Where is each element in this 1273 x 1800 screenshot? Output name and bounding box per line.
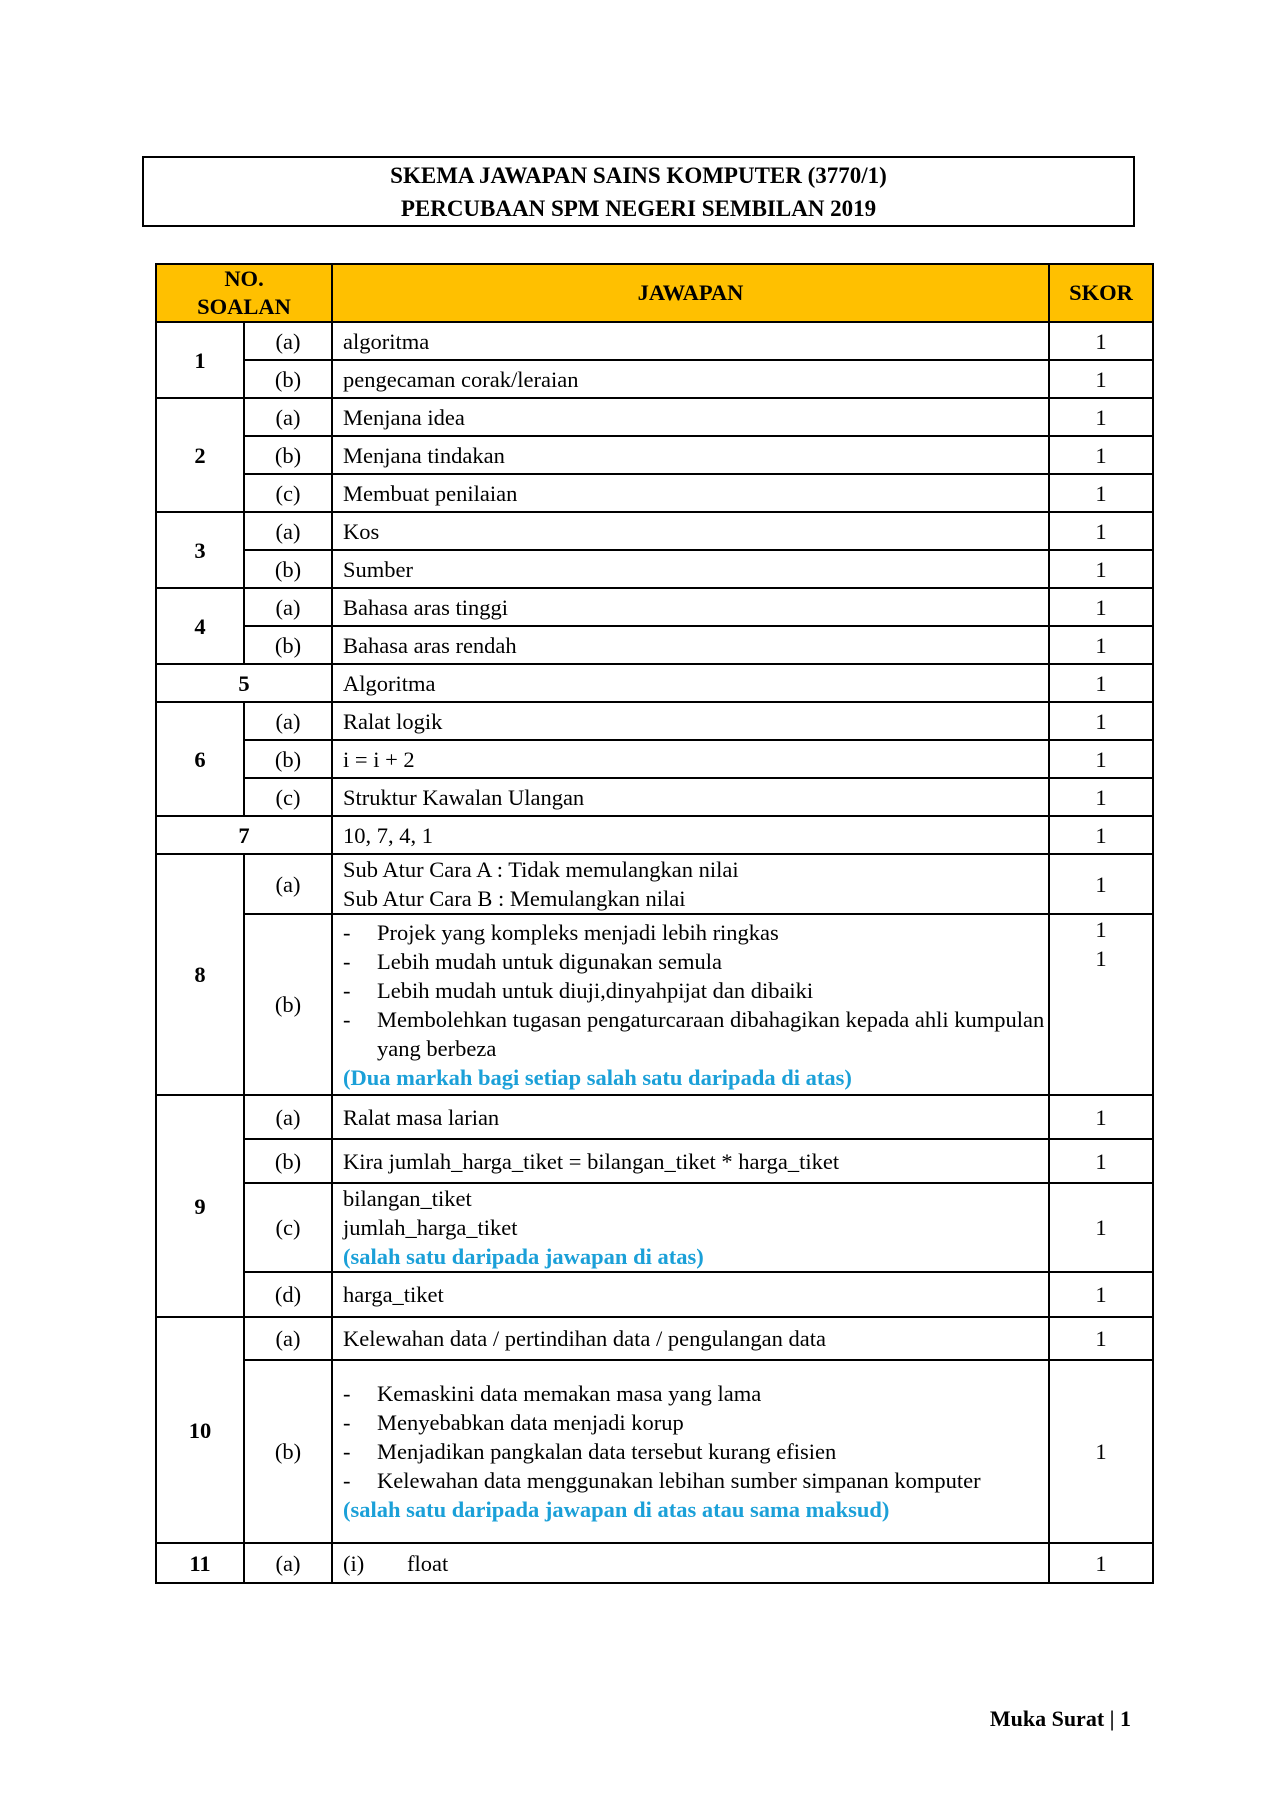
document-title-box	[142, 156, 1135, 227]
table-row	[156, 550, 1153, 588]
header-score: SKOR	[1049, 264, 1153, 322]
table-row	[156, 1317, 1153, 1360]
answer-cell: Menjana tindakan	[332, 436, 1049, 474]
table-row	[156, 474, 1153, 512]
sub-question: (a)	[244, 1095, 332, 1139]
score-cell: 1	[1049, 1095, 1153, 1139]
document-title-line1: SKEMA JAWAPAN SAINS KOMPUTER (3770/1)	[390, 162, 887, 188]
answer-cell: Kira jumlah_harga_tiket = bilangan_tiket * harga_tiket	[332, 1139, 1049, 1183]
answer-line: jumlah_harga_tiket	[343, 1215, 518, 1240]
sub-question: (b)	[244, 740, 332, 778]
score-cell: 1	[1049, 474, 1153, 512]
answer-cell: Ralat logik	[332, 702, 1049, 740]
question-number: 8	[156, 854, 244, 1095]
score-cell: 1	[1049, 854, 1153, 914]
table-row	[156, 436, 1153, 474]
score-cell: 1	[1049, 626, 1153, 664]
table-row	[156, 1139, 1153, 1183]
score-cell: 1	[1049, 778, 1153, 816]
sub-question: (b)	[244, 1139, 332, 1183]
score-cell: 1	[1049, 1183, 1153, 1272]
marking-note: (Dua markah bagi setiap salah satu daripada di atas)	[343, 1064, 852, 1090]
answer-cell: harga_tiket	[332, 1272, 1049, 1317]
table-row	[156, 512, 1153, 550]
answer-cell: Bahasa aras rendah	[332, 626, 1049, 664]
table-row	[156, 702, 1153, 740]
table-row	[156, 664, 1153, 702]
sub-question: (a)	[244, 702, 332, 740]
table-row	[156, 360, 1153, 398]
list-item: - Menjadikan pangkalan data tersebut kurang efisien	[343, 1439, 837, 1464]
roman-numeral: (i)	[343, 1550, 365, 1576]
marking-note: (salah satu daripada jawapan di atas)	[343, 1244, 704, 1269]
score-cell: 1	[1049, 664, 1153, 702]
score-cell: 1	[1049, 436, 1153, 474]
marking-note: (salah satu daripada jawapan di atas atau sama maksud)	[343, 1497, 890, 1522]
sub-question: (a)	[244, 854, 332, 914]
score-cell: 1	[1049, 816, 1153, 854]
question-number: 4	[156, 588, 244, 664]
sub-question: (a)	[244, 1543, 332, 1583]
table-row	[156, 1543, 1153, 1583]
score-cell: 1	[1049, 1272, 1153, 1317]
answer-scheme-table	[155, 263, 1154, 1584]
answer-cell: i = i + 2	[332, 740, 1049, 778]
table-row	[156, 1272, 1153, 1317]
answer-line: bilangan_tiket	[343, 1186, 472, 1211]
answer-cell: (i) float	[332, 1543, 1049, 1583]
sub-question: (b)	[244, 436, 332, 474]
answer-cell: Sumber	[332, 550, 1049, 588]
sub-question: (b)	[244, 1360, 332, 1543]
answer-cell: algoritma	[332, 322, 1049, 360]
answer-line: Sub Atur Cara B : Memulangkan nilai	[343, 886, 686, 911]
list-item: - Projek yang kompleks menjadi lebih ringkas	[343, 919, 779, 945]
table-row	[156, 914, 1153, 1095]
question-number: 3	[156, 512, 244, 588]
sub-question: (a)	[244, 398, 332, 436]
score-cell: 1	[1049, 1543, 1153, 1583]
answer-cell	[332, 1183, 1049, 1272]
question-number: 10	[156, 1317, 244, 1543]
score-cell: 1	[1049, 1360, 1153, 1543]
answer-cell: Ralat masa larian	[332, 1095, 1049, 1139]
sub-question: (c)	[244, 474, 332, 512]
score-cell: 1 1	[1049, 914, 1153, 1095]
answer-cell: Kelewahan data / pertindihan data / pengulangan data	[332, 1317, 1049, 1360]
answer-cell: Menjana idea	[332, 398, 1049, 436]
list-item: - Membolehkan tugasan pengaturcaraan dibahagikan kepada ahli kumpulan yang berbeza	[343, 1006, 1045, 1061]
header-answer: JAWAPAN	[332, 264, 1049, 322]
question-number: 11	[156, 1543, 244, 1583]
table-row	[156, 778, 1153, 816]
score-cell: 1	[1049, 512, 1153, 550]
sub-question: (a)	[244, 588, 332, 626]
table-row	[156, 854, 1153, 914]
table-row	[156, 1183, 1153, 1272]
score-cell: 1	[1049, 702, 1153, 740]
score-cell: 1	[1049, 740, 1153, 778]
page-number-footer: Muka Surat | 1	[989, 1706, 1131, 1731]
sub-question: (b)	[244, 360, 332, 398]
answer-cell: Kos	[332, 512, 1049, 550]
table-row	[156, 626, 1153, 664]
score-cell: 1	[1049, 398, 1153, 436]
list-item: - Lebih mudah untuk digunakan semula	[343, 948, 722, 974]
document-title-line2: PERCUBAAN SPM NEGERI SEMBILAN 2019	[400, 195, 877, 221]
score-cell: 1	[1049, 1139, 1153, 1183]
sub-question: (b)	[244, 626, 332, 664]
score-cell: 1	[1049, 360, 1153, 398]
table-row	[156, 398, 1153, 436]
table-row	[156, 1095, 1153, 1139]
list-item: - Kelewahan data menggunakan lebihan sumber simpanan komputer	[343, 1468, 981, 1493]
answer-cell: Membuat penilaian	[332, 474, 1049, 512]
score-cell: 1	[1049, 1317, 1153, 1360]
table-row	[156, 816, 1153, 854]
answer-cell	[332, 854, 1049, 914]
table-row	[156, 740, 1153, 778]
table-row	[156, 322, 1153, 360]
header-question-number: NO. SOALAN	[156, 264, 332, 322]
sub-question: (c)	[244, 778, 332, 816]
question-number: 6	[156, 702, 244, 816]
answer-cell: 10, 7, 4, 1	[332, 816, 1049, 854]
sub-question: (a)	[244, 512, 332, 550]
sub-question: (a)	[244, 1317, 332, 1360]
score-cell: 1	[1049, 550, 1153, 588]
sub-question: (c)	[244, 1183, 332, 1272]
list-item: - Kemaskini data memakan masa yang lama	[343, 1381, 762, 1406]
list-item: - Menyebabkan data menjadi korup	[343, 1410, 684, 1435]
score-cell: 1	[1049, 322, 1153, 360]
answer-cell	[332, 914, 1049, 1095]
list-item: - Lebih mudah untuk diuji,dinyahpijat dan dibaiki	[343, 977, 814, 1003]
question-number: 9	[156, 1095, 244, 1317]
sub-question: (b)	[244, 914, 332, 1095]
table-row	[156, 588, 1153, 626]
answer-cell: Struktur Kawalan Ulangan	[332, 778, 1049, 816]
sub-question: (a)	[244, 322, 332, 360]
question-number: 7	[156, 816, 332, 854]
answer-cell: pengecaman corak/leraian	[332, 360, 1049, 398]
answer-cell: Bahasa aras tinggi	[332, 588, 1049, 626]
question-number: 2	[156, 398, 244, 512]
answer-line: Sub Atur Cara A : Tidak memulangkan nilai	[343, 857, 739, 882]
table-header-row	[156, 264, 1153, 322]
sub-question: (d)	[244, 1272, 332, 1317]
sub-question: (b)	[244, 550, 332, 588]
table-row	[156, 1360, 1153, 1543]
question-number: 1	[156, 322, 244, 398]
answer-cell	[332, 1360, 1049, 1543]
score-cell: 1	[1049, 588, 1153, 626]
question-number: 5	[156, 664, 332, 702]
answer-cell: Algoritma	[332, 664, 1049, 702]
